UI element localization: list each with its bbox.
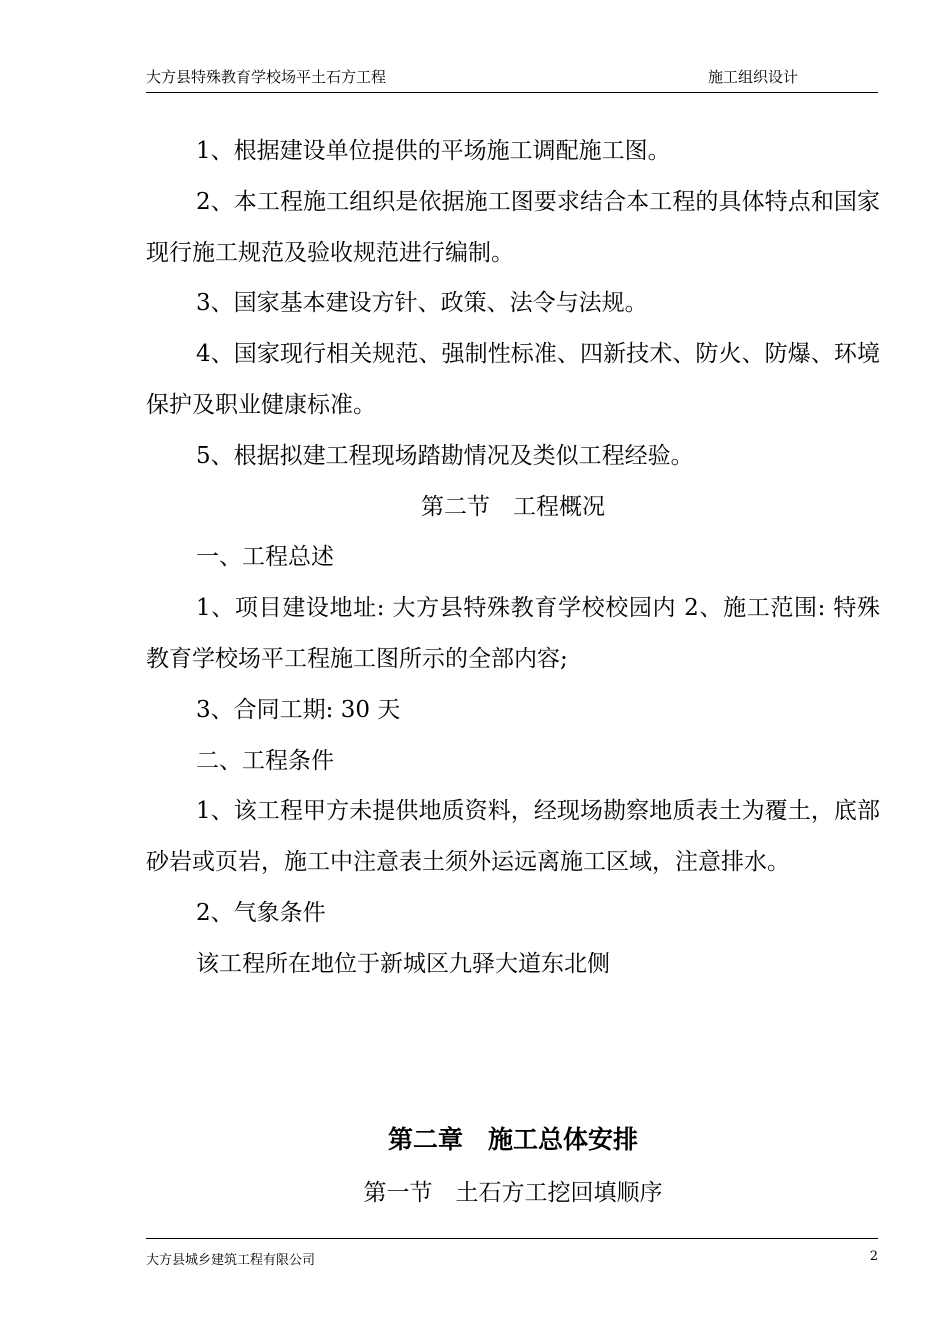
basis-item-1: 1、根据建设单位提供的平场施工调配施工图。 (196, 138, 671, 164)
weather-condition-heading: 2、气象条件 (196, 899, 326, 926)
page-number: 2 (869, 1249, 878, 1264)
header-project-title: 大方县特殊教育学校场平土石方工程 (146, 68, 387, 86)
site-location: 该工程所在地位于新城区九驿大道东北侧 (196, 950, 610, 977)
footer-company: 大方县城乡建筑工程有限公司 (146, 1253, 316, 1268)
basis-item-3: 3、国家基本建设方针、政策、法令与法规。 (196, 290, 648, 317)
basis-item-4: 4、国家现行相关规范、强制性标准、四新技术、防火、防爆、环境保护及职业健康标准。 (146, 341, 880, 418)
page-header (146, 64, 878, 93)
page-footer (146, 1238, 878, 1268)
section-title: 第一节 土石方工挖回填顺序 (363, 1180, 663, 1206)
subheading-summary: 一、工程总述 (196, 544, 334, 571)
basis-item-2: 2、本工程施工组织是依据施工图要求结合本工程的具体特点和国家现行施工规范及验收规范进行编制。 (146, 188, 880, 266)
basis-item-5: 5、根据拟建工程现场踏勘情况及类似工程经验。 (196, 442, 694, 469)
geology-condition: 1、该工程甲方未提供地质资料，经现场勘察地质表土为覆土，底部砂岩或页岩，施工中注意表土须外运远离施工区域，注意排水。 (146, 798, 880, 876)
chapter-title: 第二章 施工总体安排 (387, 1125, 638, 1154)
subheading-conditions: 二、工程条件 (196, 747, 334, 774)
contract-period: 3、合同工期: 30 天 (196, 696, 401, 723)
project-address-scope: 1、项目建设地址: 大方县特殊教育学校校园内 2、施工范围: 特殊教育学校场平工程施工图所示的全部内容; (146, 595, 880, 672)
header-doc-type: 施工组织设计 (708, 68, 799, 86)
section-heading-overview: 第二节 工程概况 (421, 493, 605, 520)
document-body (146, 126, 880, 990)
